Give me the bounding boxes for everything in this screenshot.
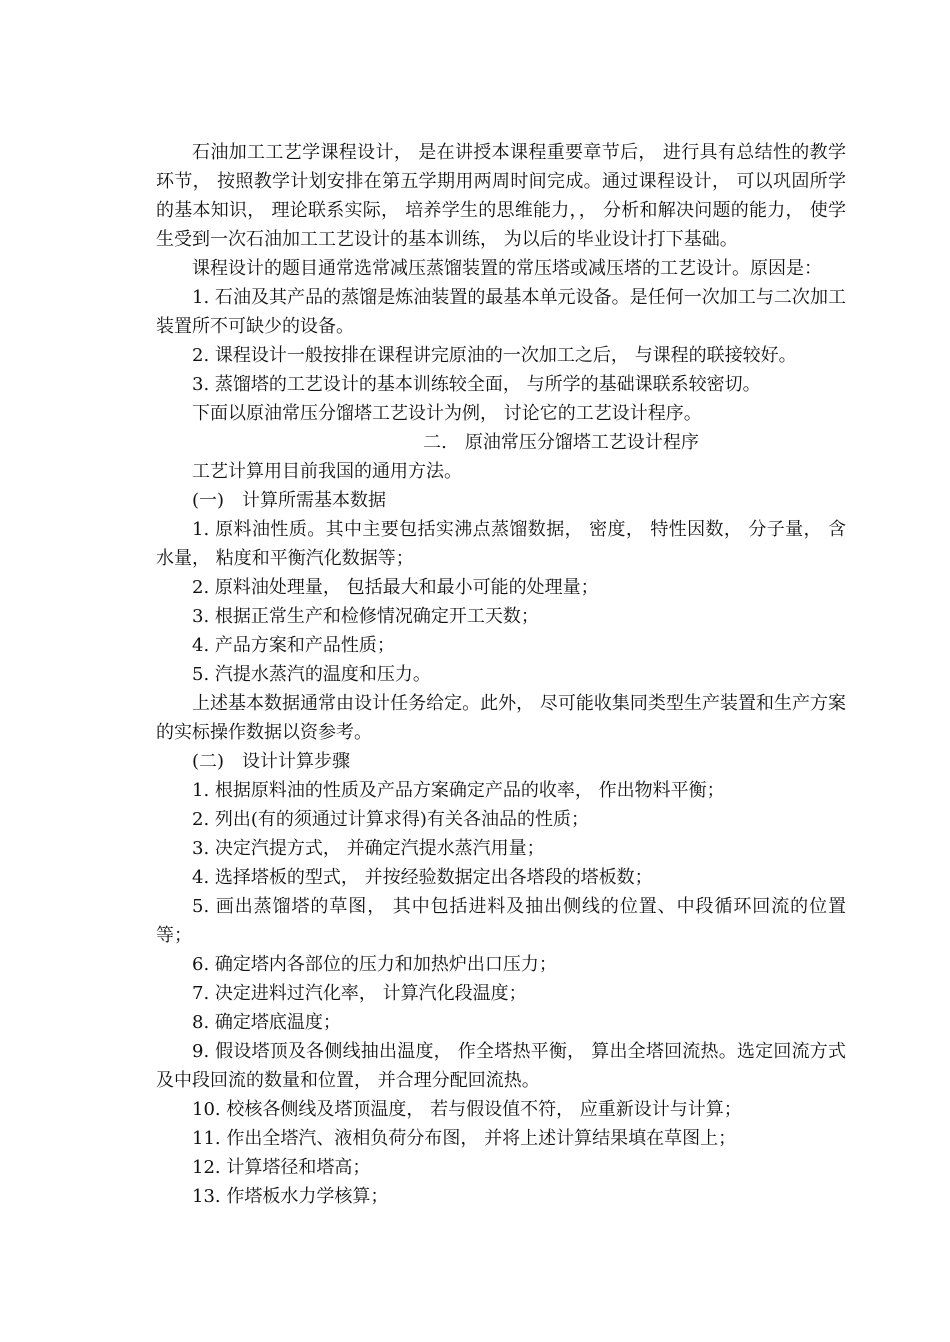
step-item-5: 5. 画出蒸馏塔的草图， 其中包括进料及抽出侧线的位置、中段循环回流的位置等； (156, 896, 846, 946)
basic-data-note: 上述基本数据通常由设计任务给定。此外， 尽可能收集同类型生产装置和生产方案的实标操作数据以资参考。 (156, 693, 846, 743)
reason-item-2: 2. 课程设计一般按排在课程讲完原油的一次加工之后， 与课程的联接较好。 (192, 345, 797, 366)
subheading-steps: (二) 设计计算步骤 (192, 751, 351, 772)
method-paragraph: 工艺计算用目前我国的通用方法。 (192, 461, 462, 482)
topic-paragraph: 课程设计的题目通常选常减压蒸馏装置的常压塔或减压塔的工艺设计。原因是： (192, 258, 822, 279)
step-item-4: 4. 选择塔板的型式， 并按经验数据定出各塔段的塔板数； (192, 867, 653, 888)
document-page (156, 138, 846, 1211)
reason-item-3: 3. 蒸馏塔的工艺设计的基本训练较全面， 与所学的基础课联系较密切。 (192, 374, 761, 395)
step-item-12: 12. 计算塔径和塔高； (192, 1157, 371, 1178)
step-item-3: 3. 决定汽提方式， 并确定汽提水蒸汽用量； (192, 838, 545, 859)
step-item-7: 7. 决定进料过汽化率， 计算汽化段温度； (192, 983, 527, 1004)
step-item-10: 10. 校核各侧线及塔顶温度， 若与假设值不符， 应重新设计与计算； (192, 1099, 742, 1120)
subheading-basic-data: (一) 计算所需基本数据 (192, 490, 387, 511)
step-item-2: 2. 列出(有的须通过计算求得)有关各油品的性质； (192, 809, 589, 830)
basic-data-item-2: 2. 原料油处理量， 包括最大和最小可能的处理量； (192, 577, 599, 598)
basic-data-item-5: 5. 汽提水蒸汽的温度和压力。 (192, 664, 431, 685)
step-item-6: 6. 确定塔内各部位的压力和加热炉出口压力； (192, 954, 557, 975)
transition-paragraph: 下面以原油常压分馏塔工艺设计为例， 讨论它的工艺设计程序。 (192, 403, 702, 424)
reason-item-1: 1. 石油及其产品的蒸馏是炼油装置的最基本单元设备。是任何一次加工与二次加工装置所不可缺少的设备。 (156, 287, 846, 337)
basic-data-item-1: 1. 原料油性质。其中主要包括实沸点蒸馏数据， 密度， 特性因数， 分子量， 含水量， 粘度和平衡汽化数据等； (156, 519, 846, 569)
step-item-1: 1. 根据原料油的性质及产品方案确定产品的收率， 作出物料平衡； (192, 780, 725, 801)
basic-data-item-4: 4. 产品方案和产品性质； (192, 635, 395, 656)
step-item-9: 9. 假设塔顶及各侧线抽出温度， 作全塔热平衡， 算出全塔回流热。选定回流方式及中段回流的数量和位置， 并合理分配回流热。 (156, 1041, 846, 1091)
section-heading: 二. 原油常压分馏塔工艺设计程序 (423, 432, 699, 453)
basic-data-item-3: 3. 根据正常生产和检修情况确定开工天数； (192, 606, 539, 627)
intro-paragraph: 石油加工工艺学课程设计， 是在讲授本课程重要章节后， 进行具有总结性的教学环节， 按照教学计划安排在第五学期用两周时间完成。通过课程设计， 可以巩固所学的基本知识， 理论联系实际， 培养学生的思维能力，， 分析和解决问题的能力， 使学生受到一次石油加工工艺设计的基本训练， 为以后的毕业设计打下基础。 (156, 142, 846, 250)
step-item-13: 13. 作塔板水力学核算； (192, 1186, 389, 1207)
step-item-8: 8. 确定塔底温度； (192, 1012, 341, 1033)
step-item-11: 11. 作出全塔汽、液相负荷分布图， 并将上述计算结果填在草图上； (192, 1128, 737, 1149)
